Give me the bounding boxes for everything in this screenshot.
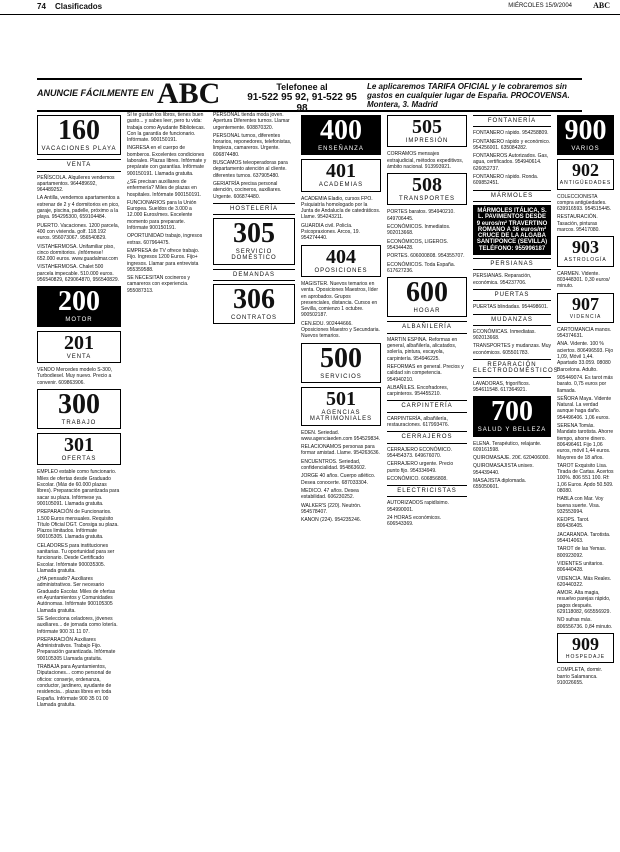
category-404: 404 OPOSICIONES: [301, 245, 381, 277]
classified-ad: COMPLETA, dormir. barrio Salamanca. 910026655.: [557, 667, 603, 686]
category-900: 900 VARIOS: [557, 115, 614, 155]
subsection-carpinteria: CARPINTERÍA: [387, 400, 467, 412]
classified-ad: SERENA Tomás. Mandato tarotista. Ahorre tiempo, ahorre dinero. 806496461 Fijo 1,06 euros, móvil 1,44 euros. Mayores de 18 años.: [557, 423, 614, 461]
classified-ad: COLECCIONISTA compra antigüedades. 639916593. 954515445.: [557, 193, 612, 213]
classified-ad: CERRAJERO ECONÓMICO. 954454373. 649676070.: [387, 446, 453, 459]
classified-ad: FONTANERO rápido. 954258809.: [473, 130, 549, 137]
classified-ad: EDEN. Seriedad. www.agenciaeden.com 954529834.: [301, 429, 381, 442]
banner-promo: Le aplicaremos TARIFA OFICIAL y le cobraremos sin gastos en cualquier lugar de España. PROCOVENSA. Montera, 3. Madrid: [367, 82, 570, 109]
classified-ad: PEÑÍSCOLA. Alquileres vendemos apartamentos. 964489692, 964489252.: [37, 174, 115, 194]
classified-ad: ECONÓMICO. 606856808.: [387, 475, 448, 482]
classified-ad: GERIATRÍA precisa personal atención, cocineros, auxiliares. Urgente. 606874480.: [213, 180, 282, 200]
classified-ad: ANA. Vidente. 100 % aciertos. 806496593. Fijo 1,09, Móvil 1,44. Apartado 33.059. 08080 Barcelona. Adulto.: [557, 341, 614, 373]
category-907: 907 VIDENCIA: [557, 293, 614, 323]
classified-ad: TAROT de las Yemas. 800923092.: [557, 546, 607, 559]
column-2: [127, 112, 207, 296]
classified-ad: VISTAHERMOSA. Chalet 500 parcela impecable. 510.000 euros. 956540829, 629064870, 956540829.: [37, 264, 120, 284]
classified-ad: CEN.EDU. 902444666. Oposiciones Maestro y Secundaria. Nuevos temarios.: [301, 320, 380, 340]
category-501: 501 AGENCIAS MATRIMONIALES: [301, 387, 381, 426]
classified-ad: MASAJISTA diplomada. 655050601.: [473, 477, 526, 491]
classified-ad: ECONÓMICOS. Inmediatos. 902013668.: [387, 224, 451, 237]
issue-date: MIÉRCOLES 15/9/2004: [508, 3, 572, 9]
classified-ad: GUARDIA civil. Policía. Psicopraxiones. Arcos, 19. 954274440.: [301, 222, 360, 242]
classified-ad: PORTES baratos. 954940210. 649706445.: [387, 209, 455, 222]
category-305: 305 SERVICIO DOMÉSTICO: [213, 218, 295, 265]
category-500: 500 SERVICIOS: [301, 343, 381, 383]
banner-left-text: ANUNCIE FÁCILMENTE EN: [37, 88, 154, 98]
classified-ad: VIDENTES unitarios. 806440428.: [557, 560, 604, 574]
classified-ad: OPORTUNIDAD trabajo, ingresos extras. 607964475.: [127, 233, 203, 246]
classified-ad: REFORMAS en general. Precios y calidad sin competencia. 954940210.: [387, 363, 464, 383]
classified-ad: 905449074. Es tarot más barato. 0,75 euros por llamada.: [557, 374, 613, 394]
classified-ad: QUIROMASAJE. 20€. 620406000.: [473, 455, 550, 462]
classified-ad: MAGISTER. Nuevos temarios en venta. Oposiciones Maestros, líder en aprobados. Grupos presenciales, distancia. Cursos en Sevilla, comienzo 1 octubre. 900502187.: [301, 280, 378, 319]
classified-ad: RELACIONAMOS personas para formar amistad. Llame. 954263636.: [301, 444, 380, 457]
classified-ad: CARMEN. Vidente. 803448301. 0,30 euros/ minuto.: [557, 270, 610, 290]
classified-ad: ECONÓMICAS. Inmediatas. 902013668.: [473, 328, 536, 342]
category-201: 201 VENTA: [37, 331, 121, 363]
classified-ad: ECONÓMICOS. Toda España. 617627236.: [387, 261, 455, 274]
section-title: Clasificados: [55, 2, 103, 11]
classified-ad: VENDO Mercedes modelo S-300, Turbodiesel. Muy nuevo. Precio a convenir. 609863906.: [37, 366, 113, 386]
classified-ad: KEOPS. Tarot. 806436405.: [557, 517, 590, 530]
classified-ad: FONTANEROS Autorizados. Gas, agua, certificados. 954940614. 626052737.: [473, 153, 549, 172]
classified-ad: TRANSPORTES y mudanzas. Muy económicos. 605501783.: [473, 343, 551, 356]
subsection-albanileria: ALBAÑILERÍA: [387, 321, 467, 333]
classified-ad: ACADEMIA Eladio, cursos FPO. Psiquiatría homologado por la Junta de Andalucía de catedráticos. Llame. 954243211.: [301, 195, 381, 221]
classified-ad: KANON (224). 954235246.: [301, 517, 362, 524]
category-400: 400 ENSEÑANZA: [301, 115, 381, 155]
category-306: 306 CONTRATOS: [213, 284, 295, 324]
category-160: 160 VACACIONES PLAYA: [37, 115, 121, 155]
column-4: [301, 112, 381, 525]
classified-ad: TAROT Exquisito Lisa. Tirada de Cartas. Acertos 100%. 806 551 100. Rf: 1,06 Euros. Apdo 50.509. 08080.: [557, 462, 614, 494]
marmoles-ad: MÁRMOLES ITÁLICA, S. L. PAVIMENTOS DESDE 9 euros/m² TRAVERTINO ROMANO A 36 euros/m² CRUCE DE LA ALGABA SANTIPONCE (SEVILLA) TELÉFONO: 955996187: [473, 205, 551, 255]
classified-ad: SE Selecciona celadores, jóvenes auxiliares... de jornada como lotería. Infórmate 900 31 11 07.: [37, 615, 118, 635]
classified-ad: BUSCAMOS teleoperadoras para departamento atención al cliente. diferentes turnos. 637905480.: [213, 160, 288, 179]
subsection-mudanzas: MUDANZAS: [473, 314, 551, 326]
classified-ad: VIDENCIA. Más Reales. 620440322.: [557, 575, 612, 588]
category-600: 600 HOGAR: [387, 277, 467, 317]
category-300: 300 TRABAJO: [37, 389, 121, 429]
classified-ad: MARTIN ESPINA. Reformas en general, albañilería, alicatados, solería, pintura, escayola, carpintería. 954946225.: [387, 336, 458, 362]
classified-ad: PUERTAS blindadas. 954498601.: [473, 304, 549, 311]
classified-ad: PERSONAL tienda moda joven. Apertura Diferentes turnos. Llamar urgentemente. 608870320.: [213, 112, 290, 131]
classified-ad: PREPARACIÓN de Funcionarios. 1.500 Euros mensuales. Requisito Título Oficial DGT. Consiga su plaza. Plazos limitados. Infórmate 900105305. Llamada gratuita.: [37, 509, 119, 541]
subsection-reparacion: REPARACIÓN ELECTRODOMÉSTICOS: [473, 359, 551, 378]
category-903: 903 ASTROLOGÍA: [557, 236, 614, 266]
classified-ad: PUERTO. Vacaciones. 1200 parcela, 400 con vivienda. golf. 118.192 euros. 956073067. 956540829.: [37, 222, 119, 242]
classified-ad: CERRAJERO urgente. Precio punto fijo. 954334949.: [387, 461, 454, 474]
classified-ad: ALBAÑILES. Encofradores, carpinteros. 954455210.: [387, 384, 449, 398]
classified-ad: RESTAURACIÓN. Tasación, pinturas marcos. 95417080.: [557, 214, 600, 234]
category-700: 700 SALUD Y BELLEZA: [473, 396, 551, 436]
category-902: 902 ANTIGÜEDADES: [557, 159, 614, 189]
column-1: 160 VACACIONES PLAYA VENTA PEÑÍSCOLA. Alquileres vendemos apartamentos. 964489692, 964489252. LA Antilla, vendemos apartamentos a estrenar de 2 y 4 dormitorios en pico, garaje, piscina, padelle, próximo a la playa. 954295300, 659104484. PUERTO. Vacaciones. 1200 parcela, 400 con vivienda. golf. 118.192 euros. 956073067. 956540829. VISTAHERMOSA. Unifamiliar piso, cinco dormitorios. ¡Infórmese! 652.000 euros. www.guadalmar.com VISTAHERMOSA. Chalet 500 parcela impecable. 510.000 euros. 956540829, 629064870, 956540829. 200 MOTOR 201 VENTA VENDO Mercedes modelo S-300, Turbodiesel. Muy nuevo. Precio a convenir. 609863906. 300 TRABAJO 301 OFERTAS EMPLEO estable como funcionario. Miles de ofertas desde Graduado Escolar. (Más de 60.000 plazas libres). Preparación garantizada para sacar su plaza. Infórmese ya. 900105091. Llamada gratuita. PREPARACIÓN de Funcionarios. 1.500 Euros mensuales. Requisito Título Oficial DGT. Consiga su plaza. Plazos limitados. Infórmate 900105305. Llamada gratuita. CELADORES para instituciones sanitarias. Tu oportunidad para ser funcionario. Desde Certificado Escolar. Infórmate 900035305. Llamada gratuita. ¿HA pensado? Auxiliares administrativos. Ser necesario Graduado Escolar. Miles de ofertas en Ayuntamientos y Comunidades Autónomas. Infórmate 900105305 Llamada gratuita. SE Selecciona celadores, jóvenes auxiliares... de jornada como lotería. Infórmate 900 31 11 07. PREPARACIÓN Auxiliares Administrativos. Trabajo Fijo. Preparación garantizada. Infórmate 900105305 Llamada gratuita. TRABAJA para Ayuntamientos, Diputaciones... como personal de oficios: conserje, ordenanza, conductor, jardinero, ayudante de residencia... plazas libres en toda España. Infórmate 900 35 01 00 Llamada gratuita.: [37, 115, 120, 708]
classified-ad: MEDICO. 47 años. Desea estabilidad. 606230252.: [301, 487, 359, 501]
classified-ad: ¿SE precisan auxiliares de enfermería? Miles de plazas en hospitales. Infórmate 900150191.: [127, 178, 202, 198]
classified-ad: AMOR. Alta magia, resuelvo parejas rápido, pagos después. 629118082, 665556929.: [557, 590, 611, 616]
subsection-cerrajeros: CERRAJEROS: [387, 431, 467, 443]
classified-ad: JACARANDA. Tarotista. 954414063.: [557, 531, 611, 545]
classified-ad: SE NECESITAN cocineros y camareros con experiencia. 955087313.: [127, 275, 190, 294]
classified-ad: EMPLEO estable como funcionario. Miles de ofertas desde Graduado Escolar. (Más de 60.000 plazas libres). Preparación garantizada para sacar su plaza. Infórmese ya. 900105091. Llamada gratuita.: [37, 469, 120, 507]
subsection-persianas: PERSIANAS: [473, 258, 551, 270]
classified-ad: FUNCIONARIOS para la Unión Europea. Sueldos de 3.000 a 12.000 Euros/mes. Excelente momento para prepararte. Infórmate 900150191.: [127, 199, 197, 232]
classified-ad: CORRAMOS mensajes extrajudicial, métodos expeditivos, ámbito nacional. 913993921.: [387, 151, 464, 170]
classified-ad: PREPARACIÓN Auxiliares Administrativos. Trabajo Fijo. Preparación garantizada. Infórmate 900105305 Llamada gratuita.: [37, 636, 116, 662]
category-200: 200 MOTOR: [37, 286, 121, 326]
classified-ad: VISTAHERMOSA. Unifamiliar piso, cinco dormitorios. ¡Infórmese! 652.000 euros. www.guadalmar.com: [37, 243, 118, 263]
classified-ad: FONTANERO rápido y económico. 954256001. 635084282.: [473, 138, 551, 151]
classified-ad: EMPRESA de TV ofrece trabajo. Fijo. Ingresos 1200 Euros. Fijo+ ingresos. Llamar para entrevista 955359588.: [127, 247, 200, 273]
advertising-banner: [37, 78, 582, 112]
classified-ad: NO sufras más. 806556736. 0,84 minuto.: [557, 617, 613, 630]
category-401: 401 ACADEMIAS: [301, 159, 381, 191]
classified-ad: CELADORES para instituciones sanitarias. Tu oportunidad para ser funcionario. Desde Certificado Escolar. Infórmate 900035305. Llamada gratuita.: [37, 542, 115, 574]
subsection-electricistas: ELECTRICISTAS: [387, 485, 467, 497]
classified-ad: CARTOMANCIA manos. 954374631.: [557, 326, 612, 340]
brand-logo: ABC: [593, 1, 610, 10]
classified-ad: TRABAJA para Ayuntamientos, Diputaciones... como personal de oficios: conserje, ordenanza, conductor, jardinero, ayudante de residencia... plazas libres en toda España. Infórmate 900 35 01 00 Llamada gratuita.: [37, 664, 112, 708]
classified-ad: ELENA. Terapéutico, relajante. 609161598.: [473, 440, 542, 453]
classified-ad: ENCUENTROS. Seriedad, confidencialidad. 954863602.: [301, 458, 367, 472]
page-number: 74: [37, 2, 46, 11]
classified-ad: SI te gustan los libros, tienes buen gusto... y sabes leer, pero tu vida: trabaja como Ayudante Bibliotecas. Con la garantía de funcionario. Infórmate. 900150191.: [127, 112, 206, 144]
subsection-marmoles: MÁRMOLES: [473, 190, 551, 202]
category-301: 301 OFERTAS: [37, 433, 121, 465]
column-7: [557, 112, 614, 688]
classified-ad: LA Antilla, vendemos apartamentos a estrenar de 2 y 4 dormitorios en pico, garaje, piscina, padelle, próximo a la playa. 954295300, 659104484.: [37, 195, 120, 221]
page-header: [0, 0, 620, 15]
column-3: [213, 112, 295, 328]
category-909: 909 HOSPEDAJE: [557, 633, 614, 663]
classified-ad: PORTES. 606000808. 954355707.: [387, 253, 465, 260]
classified-ad: CARPINTERÍA, albañilería, restauraciones. 617993476.: [387, 415, 449, 429]
category-505: 505 IMPRESIÓN: [387, 115, 467, 147]
column-6: [473, 112, 559, 493]
classified-ad: PERSIANAS. Reparación, económica. 954237706.: [473, 273, 532, 286]
subsection-fontaneria: FONTANERÍA: [473, 115, 551, 127]
classified-ad: 24 HORAS económicos. 606543369.: [387, 514, 442, 528]
classified-ad: ¿HA pensado? Auxiliares administrativos. Ser necesario Graduado Escolar. Miles de ofertas en Ayuntamientos y Comunidades Autónomas. Infórmate 900105305 Llamada gratuita.: [37, 576, 116, 614]
classified-ad: INGRESA en el cuerpo de bomberos. Excelentes condiciones laborales. Plazas libres. Infórmate y prepárate con garantías. Infórmate 900150191. Llamada gratuita.: [127, 145, 207, 177]
classified-ad: HABLA con Mar. Voy buena suerte. Visa. 932553994.: [557, 496, 604, 515]
classified-ad: FONTANERO rápido. Ronda. 609852451.: [473, 174, 539, 187]
subsection-puertas: PUERTAS: [473, 289, 551, 301]
banner-phones: Telefonee al 91-522 95 92, 91-522 95 98: [247, 82, 357, 114]
classified-ad: JORGE 40 años. Cuerpo atlético. Desea conocerte. 687033304.: [301, 473, 376, 486]
classified-ad: PERSONAL turnos, diferentes horarios, reponedores, telefonistas, limpieza, camareros. Urgente. 606874480.: [213, 132, 292, 158]
classified-ad: WALKER'S (220). Neutrón. 954578407.: [301, 502, 362, 515]
abc-logo: ABC: [157, 77, 221, 110]
column-5: [387, 112, 467, 530]
classified-ad: LAVADORAS, frigoríficos. 954611548. 617364921.: [473, 380, 531, 393]
subsection-hosteleria: HOSTELERÍA: [213, 203, 295, 215]
classified-ad: AUTORIZADOS rapidísimo. 954990001.: [387, 500, 449, 513]
subsection-demandas: DEMANDAS: [213, 269, 295, 281]
category-508: 508 TRANSPORTES: [387, 173, 467, 205]
classified-ad: SEÑORA Maya. Vidente Natural. La verdad aunque haga daño. 954496406. 1,06 euros.: [557, 395, 612, 421]
classified-ad: QUIROMASAJISTA unisex. 954439440.: [473, 463, 534, 476]
classified-ad: ECONÓMICOS, LIGEROS. 954344428.: [387, 238, 449, 251]
